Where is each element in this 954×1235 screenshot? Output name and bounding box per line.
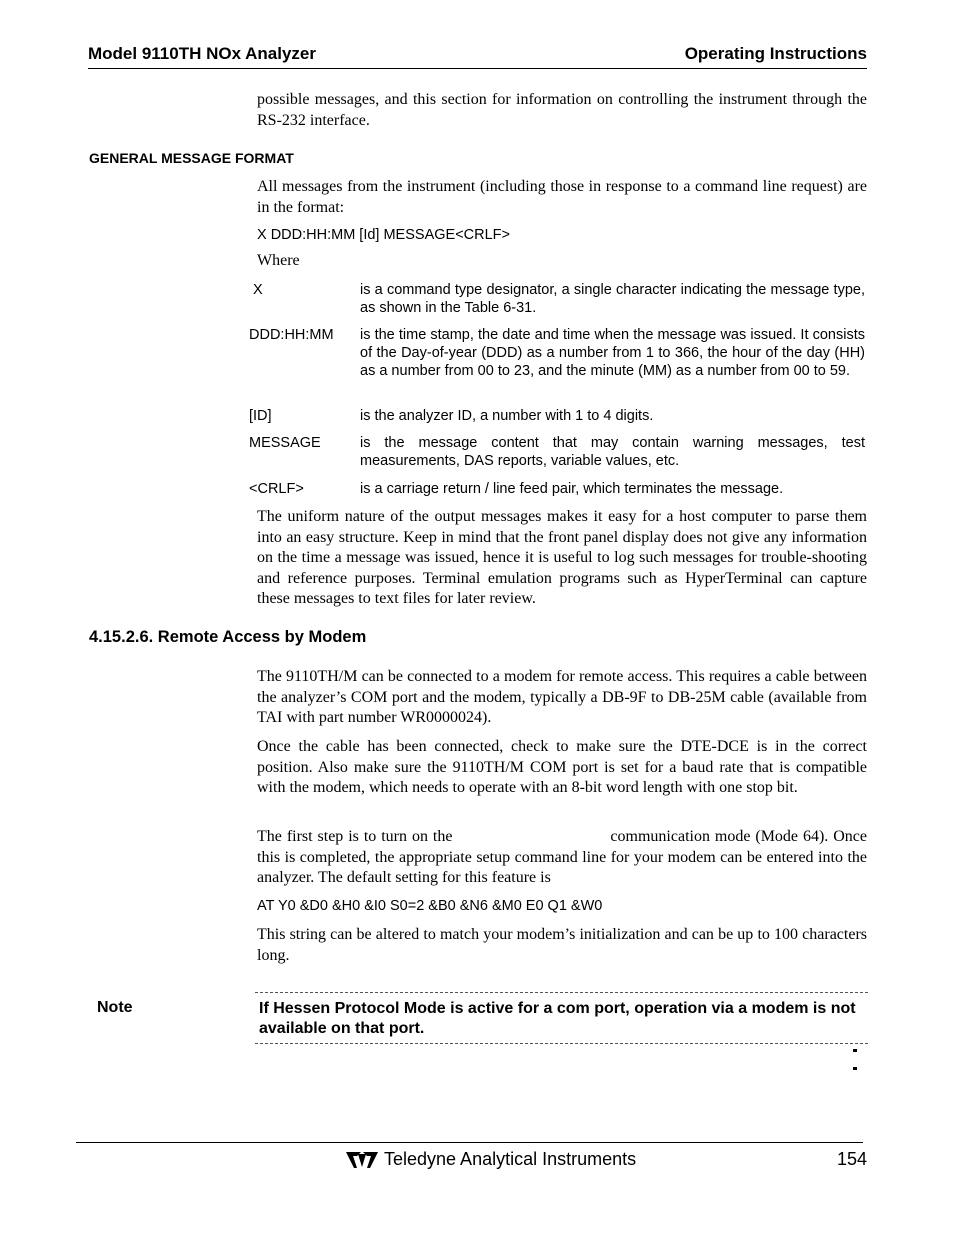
teledyne-logo-icon [345,1148,379,1170]
definition-x [249,281,865,317]
modem-paragraph-3-end: communication mode (Mode 64). Once this is completed, the appropriate setup command line for your modem can be entered into the analyzer. The default setting for this feature is [257,828,867,886]
modem-paragraph-3 [257,827,867,889]
header-model-title: Model 9110TH NOx Analyzer [88,44,317,63]
uniform-nature-paragraph: The uniform nature of the output messages makes it easy for a host computer to parse them into an easy structure. Keep in mind that the front panel display does not give any information on the time a message was issued, hence it is useful to log such messages for trouble-shooting and reference purposes. Terminal emulation programs such as HyperTerminal can capture these messages to text files for later review. [257,508,867,607]
intro-paragraph: possible messages, and this section for information on controlling the instrument through the RS-232 interface. [257,91,867,129]
modem-paragraph-1: The 9110TH/M can be connected to a modem for remote access. This requires a cable between the analyzer’s COM port and the modem, typically a DB-9F to DB-25M cable (available from TAI with part number WR0000024). [257,668,867,726]
footer-company: Teledyne Analytical Instruments [384,1149,637,1169]
definition-timestamp [249,326,865,380]
modem-paragraph-4: This string can be altered to match your modem’s initialization and can be up to 100 characters long. [257,926,867,964]
heading-general-message-format: GENERAL MESSAGE FORMAT [89,150,294,166]
message-format-string: X DDD:HH:MM [Id] MESSAGE<CRLF> [257,227,510,243]
header-section-title: Operating Instructions [684,44,867,63]
definition-term: <CRLF> [249,481,304,497]
definition-desc: is a command type designator, a single character indicating the message type, as shown in the Table 6-31. [360,282,865,316]
heading-remote-access-modem: 4.15.2.6. Remote Access by Modem [89,628,367,646]
definition-term: MESSAGE [249,435,321,451]
footer-page-number: 154 [836,1149,867,1169]
note-end-marks [853,1039,868,1042]
note-text: If Hessen Protocol Mode is active for a com port, operation via a modem is not available on that port. [259,1000,856,1037]
definition-message [249,434,865,470]
where-label: Where [257,252,300,269]
page-header [88,44,867,69]
definition-desc: is the message content that may contain warning messages, test measurements, DAS reports, variable values, etc. [360,435,865,469]
modem-paragraph-2: Once the cable has been connected, check to make sure the DTE-DCE is in the correct position. Also make sure the 9110TH/M COM port is set for a baud rate that is compatible with the modem, which needs to operate with an 8-bit word length with one stop bit. [257,738,867,796]
definition-term: [ID] [249,408,272,424]
definition-term: X [253,282,263,298]
modem-init-string: AT Y0 &D0 &H0 &I0 S0=2 &B0 &N6 &M0 E0 Q1 &W0 [257,898,603,914]
general-format-paragraph: All messages from the instrument (including those in response to a command line request) are in the format: [257,178,867,216]
modem-paragraph-3-start: The first step is to turn on the [257,828,453,845]
definition-crlf [249,480,865,498]
footer-rule [76,1142,863,1143]
definition-desc: is a carriage return / line feed pair, which terminates the message. [360,481,784,497]
definition-desc: is the time stamp, the date and time when the message was issued. It consists of the Day-of-year (DDD) as a number from 1 to 366, the hour of the day (HH) as a number from 00 to 23, and the minute (MM) as a number from 00 to 59. [360,327,865,379]
definition-desc: is the analyzer ID, a number with 1 to 4 digits. [360,408,654,424]
definition-term: DDD:HH:MM [249,327,334,343]
definition-id [249,407,865,425]
note-label: Note [97,999,133,1016]
